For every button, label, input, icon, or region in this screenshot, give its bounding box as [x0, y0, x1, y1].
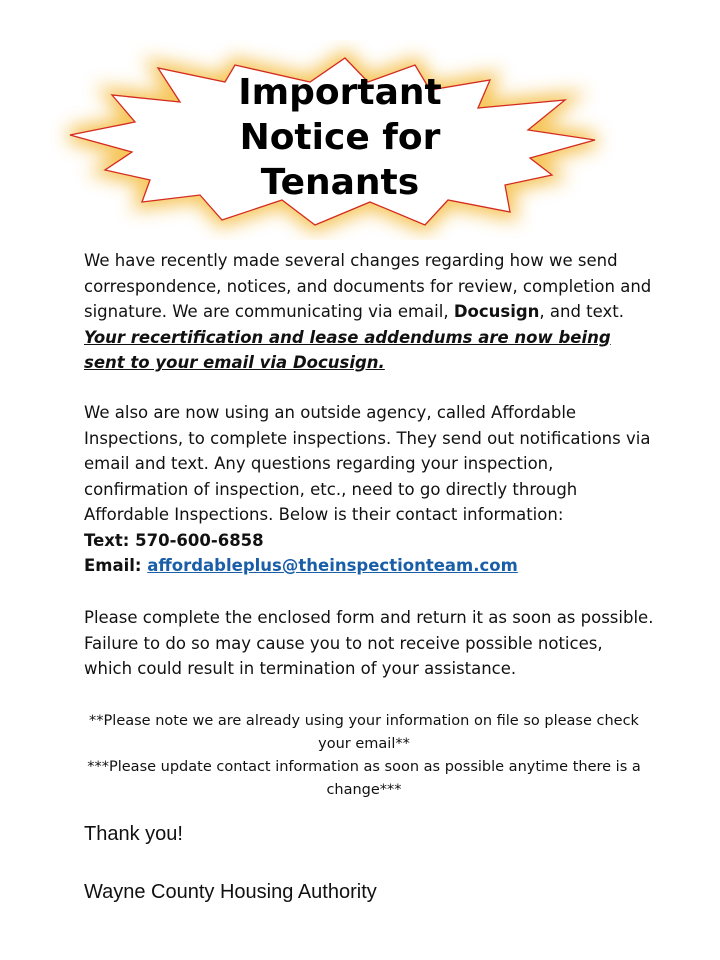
page-title [50, 70, 630, 205]
title-line-1: Important [238, 72, 442, 113]
paragraph-changes [84, 248, 654, 376]
changes-text-2: , and text. [539, 302, 624, 321]
starburst-banner [50, 40, 630, 240]
paragraph-complete-form: Please complete the enclosed form and return it as soon as possible. Failure to do so may cause you to not receive possible notices, which could result in termination of your assistance. [84, 608, 654, 678]
inspections-text: We also are now using an outside agency, called Affordable Inspections, to complete inspections. They send out notifications via email and text. Any questions regarding your inspection, confirmation of inspection, etc., need to go directly through Affordable Inspections. Below is their contact information: [84, 403, 651, 524]
note-update-contact: ***Please update contact information as soon as possible anytime there is a change*** [87, 759, 641, 798]
thank-you-text: Thank you! [84, 823, 183, 845]
changes-text-1: We have recently made several changes regarding how we send correspondence, notices, and documents for review, completion and signature. We are communicating via email, [84, 251, 652, 321]
recertification-emphasis: Your recertification and lease addendums are now being sent to your email via Docusign. [84, 327, 611, 372]
title-line-2: Notice for [239, 117, 441, 158]
contact-email-link[interactable]: affordableplus@theinspectionteam.com [147, 556, 518, 575]
docusign-text: Docusign [453, 302, 540, 321]
paragraph-inspections [84, 400, 654, 579]
contact-phone: Text: 570-600-6858 [84, 530, 264, 550]
signature-text: Wayne County Housing Authority [84, 881, 377, 903]
title-line-3: Tenants [260, 162, 420, 203]
note-info-on-file: **Please note we are already using your information on file so please check your email** [89, 713, 639, 752]
contact-email-label: Email: [84, 556, 148, 575]
